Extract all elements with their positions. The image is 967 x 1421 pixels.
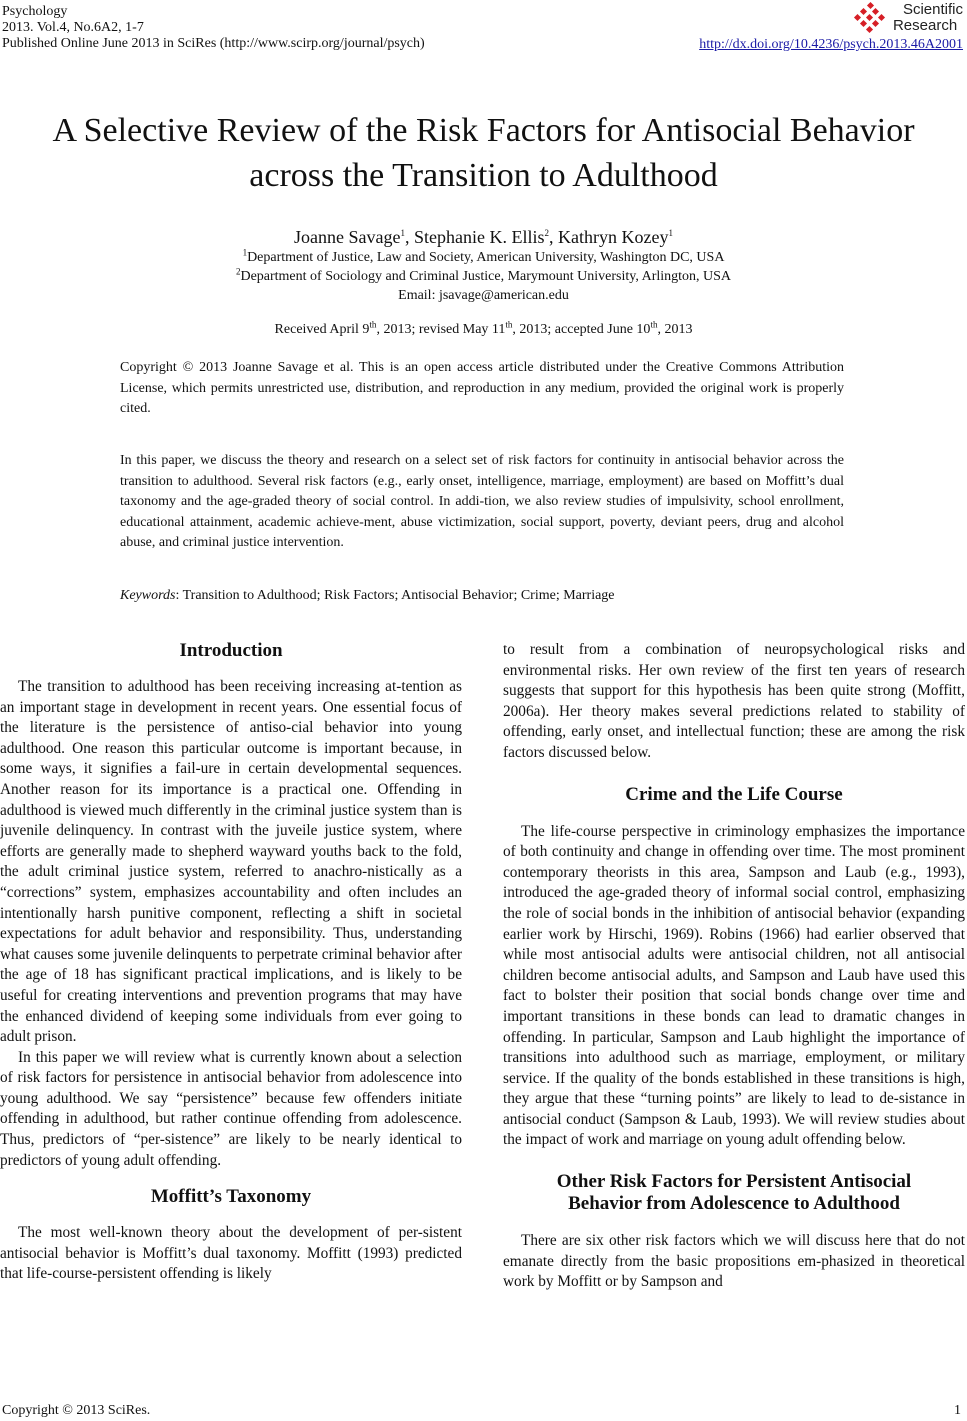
author-affiliation-mark: 2 xyxy=(544,228,549,238)
article-title-line2: across the Transition to Adulthood xyxy=(249,157,718,194)
journal-published-line: Published Online June 2013 in SciRes (http://www.scirp.org/journal/psych) xyxy=(2,36,425,51)
paragraph: to result from a combination of neuropsychological risks and environmental risks. Her own review of the first ten years of research suggests that support for this hypothesis has been quite strong (Moffitt, 2006a). Her theory makes several predictions related to stability of offending, early onset, and intellectual function; these are among the risk factors discussed below. xyxy=(503,641,965,761)
keywords xyxy=(120,586,844,607)
contact-email: Email: jsavage@american.edu xyxy=(398,288,569,303)
affiliation-mark: 2 xyxy=(235,266,241,277)
author-list xyxy=(0,226,967,248)
section-heading-moffitt: Moffitt’s Taxonomy xyxy=(150,1186,312,1208)
affiliation-text: Department of Justice, Law and Society, American University, Washington DC, USA xyxy=(247,250,725,265)
journal-name: Psychology xyxy=(2,4,68,19)
affiliations xyxy=(0,248,967,305)
article-title-line1: A Selective Review of the Risk Factors for Antisocial Behavior xyxy=(52,112,915,149)
affiliation-line xyxy=(0,267,967,286)
paragraph: The transition to adulthood has been receiving increasing at-tention as an important stage in development in recent years. One essential focus of the literature is the persistence of antiso-cial behavior into young adulthood. One reason this particular outcome is important because, in some ways, it signifies a fail-ure in certain developmental sequences. Another reason for its importance is a practical one. Offending in adulthood is viewed much differently in the criminal justice system than is juvenile delinquency. In contrast with the juveile justice system, where efforts are generally made to shepherd wayward youths back to the fold, the adult criminal justice system, referred to anachro-nistically as a “corrections” system, emphasizes accountability and often includes an intentionally harsh punitive component, reflecting a shift in societal expectations for adult behavior and responsibility. Thus, understanding what causes some juvenile delinquents to perpetrate criminal behavior after the age of 18 has significant practical implications, and is likely to be useful for creating interventions and prevention programs that may have the enhanced dividend of keeping some individuals from ever going to adult prison. xyxy=(0,678,462,1046)
logo-text-line2: Research xyxy=(892,17,958,34)
affiliation-mark: 1 xyxy=(242,247,248,258)
page-number: 1 xyxy=(954,1403,961,1418)
keywords-text: : Transition to Adulthood; Risk Factors; Antisocial Behavior; Crime; Marriage xyxy=(175,588,615,603)
logo-text xyxy=(893,2,963,34)
author-affiliation-mark: 1 xyxy=(400,228,405,238)
affiliation-text: Department of Sociology and Criminal Justice, Marymount University, Arlington, USA xyxy=(240,269,732,284)
paragraph: There are six other risk factors which we will discuss here that do not emanate directly from the basic propositions em-phasized in theoretical work by Moffitt or by Sampson and xyxy=(503,1232,965,1291)
ordinal-suffix: th xyxy=(369,319,377,330)
year-text: , 2013 xyxy=(657,322,693,337)
paragraph: The life-course perspective in criminology emphasizes the importance of both continuity and change in offending over time. The most prominent contemporary theorists in this area, Sampson and Laub (e.g., 1993), introduced the age-graded theory of informal social control, emphasizing the role of social bonds in the inhibition of antisocial behavior (expanding earlier work by Hirschi, 1969). Robins (1966) had earlier observed that while most antisocial adults were antisocial children, not all antisocial children become antisocial adults, and Sampson and Laub have used this fact to bolster their position that social bonds change over time and important transitions in these bonds can lead to dramatic changes in offending. In particular, Sampson and Laub highlight the importance of transitions into adulthood such as marriage, employment, or military service. If the quality of the bonds established in these transitions is high, they argue that these “turning points” are likely to lead to de-sistance in antisocial conduct (Sampson & Laub, 1993). We will review studies about the impact of work and marriage on young adult offending below. xyxy=(503,822,965,1149)
author-affiliation-mark: 1 xyxy=(668,228,673,238)
journal-volume: 2013. Vol.4, No.6A2, 1-7 xyxy=(2,20,144,35)
accepted-date-text: , 2013; accepted June 10 xyxy=(512,322,651,337)
author-name: Stephanie K. Ellis xyxy=(414,227,545,247)
author-separator: , xyxy=(405,227,414,247)
section-heading-line: Behavior from Adolescence to Adulthood xyxy=(568,1193,900,1215)
affiliation-line xyxy=(0,248,967,267)
ordinal-suffix: th xyxy=(505,319,513,330)
left-column xyxy=(0,640,462,1285)
license-note: Copyright © 2013 Joanne Savage et al. This is an open access article distributed under the Creative Commons Attribution License, which permits unrestricted use, distribution, and reproduction in any medium, provided the original work is properly cited. xyxy=(120,360,844,416)
author-separator: , xyxy=(548,227,558,247)
article-title xyxy=(0,108,967,198)
doi-link[interactable]: http://dx.doi.org/10.4236/psych.2013.46A2001 xyxy=(699,37,963,52)
footer-copyright: Copyright © 2013 SciRes. xyxy=(2,1403,151,1418)
keywords-label: Keywords xyxy=(120,588,176,603)
logo-text-line1: Scientific xyxy=(902,1,963,18)
page-header xyxy=(0,0,967,64)
revised-date-text: , 2013; revised May 11 xyxy=(376,322,506,337)
journal-info xyxy=(2,4,425,52)
ordinal-suffix: th xyxy=(650,319,658,330)
paragraph: In this paper we will review what is currently known about a selection of risk factors for persistence in antisocial behavior from adolescence into young adulthood. We say “persistence” because few offenders initiate offending in adulthood, but rather continue offending from adolescence. Thus, predictors of “per-sistence” are likely to be nearly identical to predictors of young adult offending. xyxy=(0,1048,462,1169)
abstract: In this paper, we discuss the theory and research on a select set of risk factors for continuity in antisocial behavior across the transition to adulthood. Several risk factors (e.g., early onset, intelligence, marriage, employment) are based on Moffitt’s dual taxonomy and the age-graded theory of social control. In addi-tion, we also review studies of impulsivity, school enrollment, educational attainment, academic achieve-ment, abuse victimization, social support, poverty, deviant peers, drug and alcohol abuse, and criminal justice intervention. xyxy=(120,453,844,550)
received-date-text: Received April 9 xyxy=(274,322,370,337)
section-heading-line: Other Risk Factors for Persistent Antisocial xyxy=(556,1171,912,1193)
section-heading-other-risk-factors xyxy=(503,1171,965,1215)
scientific-research-logo xyxy=(853,0,963,36)
section-heading-crime-life-course: Crime and the Life Course xyxy=(625,783,843,805)
author-name: Joanne Savage xyxy=(294,227,401,247)
scientific-research-logo-icon xyxy=(853,1,887,35)
right-column xyxy=(503,640,965,1293)
section-heading-introduction: Introduction xyxy=(179,640,283,661)
paragraph: The most well-known theory about the development of per-sistent antisocial behavior is Moffitt’s dual taxonomy. Moffitt (1993) predicted that life-course-persistent offending is likely xyxy=(0,1224,462,1283)
author-name: Kathryn Kozey xyxy=(557,227,669,247)
received-dates xyxy=(0,320,967,339)
